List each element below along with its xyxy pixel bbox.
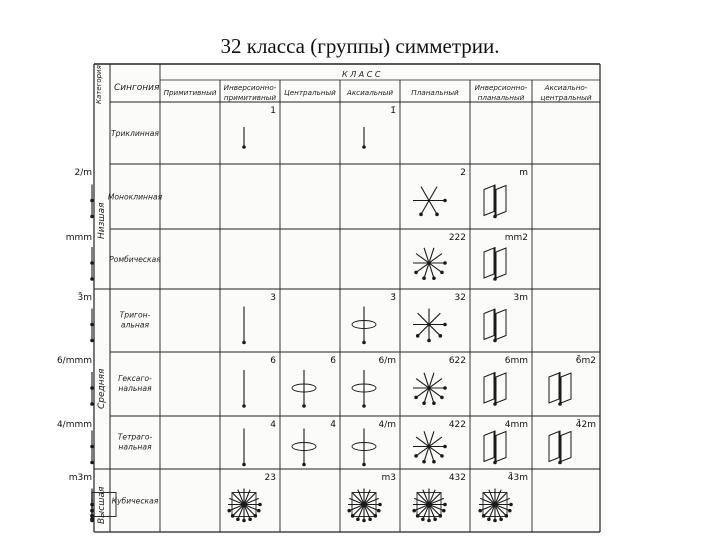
- class-symbol: 2/m: [74, 168, 92, 178]
- axis-end-mark: [90, 386, 94, 390]
- class-symbol: 4mm: [504, 420, 528, 430]
- axis-end-mark: [248, 517, 252, 521]
- symmetry-cell: [352, 356, 396, 408]
- axis-end-mark: [414, 396, 418, 400]
- slide-title: 32 класса (группы) симметрии.: [220, 34, 500, 58]
- symmetry-cell: [69, 473, 116, 522]
- class-symbol: 6̄m2: [575, 356, 596, 366]
- class-symbol: m: [519, 168, 528, 178]
- axis-end-mark: [374, 514, 378, 518]
- class-symbol: 4̄3m: [507, 473, 528, 483]
- axis-end-mark: [90, 461, 94, 465]
- class-symbol: 3: [270, 293, 276, 303]
- class-column-headers: [164, 83, 592, 102]
- class-column-label: Аксиальный: [346, 88, 394, 97]
- cat-mid: Средняя: [97, 368, 107, 409]
- axis-end-mark: [242, 341, 246, 345]
- axis-end-mark: [378, 503, 382, 507]
- axis-end-mark: [242, 145, 246, 149]
- symmetry-cell: [484, 356, 528, 406]
- axis-end-mark: [347, 509, 351, 513]
- class-column-label: Инверсионно-: [474, 83, 528, 92]
- symmetry-cell: [352, 293, 396, 344]
- axis-end-mark: [443, 445, 447, 449]
- syngony-label: Кубическая: [111, 496, 159, 506]
- axis-end-mark: [356, 517, 360, 521]
- class-symbol: 432: [448, 473, 466, 483]
- symmetry-cell: [478, 471, 528, 522]
- axis-end-mark: [432, 460, 436, 464]
- symmetry-cell: [227, 473, 276, 522]
- axis-end-mark: [362, 463, 366, 467]
- axis-end-mark: [236, 517, 240, 521]
- symmetry-cell: [549, 418, 596, 464]
- class-symbol: 2: [460, 168, 466, 178]
- symmetry-cell: [347, 473, 396, 522]
- axis-end-mark: [440, 454, 444, 458]
- axis-end-mark: [435, 213, 439, 217]
- class-symbol: mmm: [65, 233, 92, 243]
- class-symbol: mm2: [504, 233, 528, 243]
- symmetry-cell: [242, 356, 276, 408]
- axis-end-mark: [427, 339, 431, 343]
- mirror-plane: [496, 373, 506, 403]
- axis-end-mark: [432, 401, 436, 405]
- corner-label: Категория: [95, 65, 103, 104]
- axis-end-mark: [242, 519, 246, 523]
- class-symbol: 4̄2m: [575, 420, 596, 430]
- class-symbol: 4/mmm: [56, 420, 92, 430]
- axis-end-mark: [242, 463, 246, 467]
- axis-end-mark: [362, 145, 366, 149]
- symmetry-cell: [412, 473, 466, 522]
- axis-end-mark: [487, 517, 491, 521]
- symmetry-cell: [78, 291, 94, 342]
- mirror-plane: [549, 432, 559, 462]
- symmetry-cell: [242, 106, 276, 149]
- mirror-plane: [496, 248, 506, 278]
- mirror-plane: [484, 186, 494, 216]
- class-column-label: Планальный: [411, 88, 459, 97]
- class-symbol: 23: [264, 473, 276, 483]
- axis-end-mark: [433, 517, 437, 521]
- axis-end-mark: [442, 509, 446, 513]
- class-symbol: 6: [270, 356, 276, 366]
- axis-end-mark: [414, 454, 418, 458]
- class-symbol: m3: [381, 473, 396, 483]
- axis-end-mark: [493, 277, 497, 281]
- axis-end-mark: [558, 461, 562, 465]
- axis-end-mark: [482, 514, 486, 518]
- symmetry-cell: [484, 420, 528, 464]
- class-symbol: 3̄: [390, 293, 396, 303]
- mirror-plane: [561, 373, 571, 403]
- axis-end-mark: [478, 509, 482, 513]
- symmetry-cell: [413, 233, 466, 280]
- axis-end-mark: [90, 517, 94, 521]
- syngony-label: нальная: [118, 384, 152, 393]
- class-symbol: 4: [270, 420, 276, 430]
- axis-end-mark: [422, 460, 426, 464]
- axis-end-mark: [508, 509, 512, 513]
- cat-low: Низшая: [97, 202, 107, 239]
- mirror-plane: [561, 432, 571, 462]
- axis-end-mark: [90, 402, 94, 406]
- mirror-plane: [496, 432, 506, 462]
- symmetry-cell: [413, 168, 466, 216]
- mirror-plane: [496, 310, 506, 340]
- class-column-label: Центральный: [284, 88, 336, 97]
- axis-end-mark: [493, 215, 497, 219]
- axis-end-mark: [443, 503, 447, 507]
- symmetry-cell: [549, 354, 596, 405]
- axis-end-mark: [90, 215, 94, 219]
- symmetry-cell: [57, 356, 94, 406]
- symmetry-cell: [57, 420, 94, 464]
- axis-end-mark: [90, 199, 94, 203]
- axis-end-mark: [443, 199, 447, 203]
- axis-end-mark: [90, 445, 94, 449]
- axis-end-mark: [558, 402, 562, 406]
- axis-end-mark: [412, 509, 416, 513]
- axis-end-mark: [362, 341, 366, 345]
- class-symbol: 4/m: [378, 420, 396, 430]
- symmetry-cell: [66, 233, 94, 281]
- class-column-label: Аксиально-: [544, 83, 588, 92]
- axis-end-mark: [443, 261, 447, 265]
- axis-end-mark: [227, 509, 231, 513]
- axis-end-mark: [254, 514, 258, 518]
- axis-end-mark: [90, 277, 94, 281]
- axis-end-mark: [419, 213, 423, 217]
- axis-end-mark: [493, 519, 497, 523]
- class-column-label: планальный: [477, 93, 525, 102]
- class-symbol: 32: [454, 293, 466, 303]
- class-symbol: m3m: [68, 473, 92, 483]
- symmetry-cell: [352, 420, 396, 466]
- axis-end-mark: [90, 339, 94, 343]
- axis-end-mark: [362, 404, 366, 408]
- symmetry-cell: [74, 168, 93, 218]
- axis-end-mark: [443, 323, 447, 327]
- symmetry-cell: [292, 420, 336, 466]
- axis-end-mark: [421, 517, 425, 521]
- axis-end-mark: [362, 519, 366, 523]
- axis-end-mark: [257, 509, 261, 513]
- mirror-plane: [484, 432, 494, 462]
- symmetry-cell: [413, 293, 466, 342]
- class-symbol: 6̄: [330, 356, 336, 366]
- axis-end-mark: [351, 514, 355, 518]
- axis-end-mark: [440, 271, 444, 275]
- axis-end-mark: [414, 271, 418, 275]
- axis-end-mark: [432, 276, 436, 280]
- axis-end-mark: [493, 339, 497, 343]
- axis-end-mark: [302, 404, 306, 408]
- axis-end-mark: [443, 386, 447, 390]
- class-symbol: 6/mmm: [56, 356, 92, 366]
- class-symbol: 4̄: [330, 420, 336, 430]
- symmetry-cell: [484, 168, 528, 218]
- syngony-label: альная: [120, 320, 150, 330]
- class-column-label: Примитивный: [163, 88, 217, 97]
- symmetry-cell: [362, 106, 396, 149]
- syngony-label: нальная: [118, 442, 152, 452]
- syngony-label: Тригон-: [119, 310, 151, 320]
- axis-end-mark: [90, 323, 94, 327]
- axis-end-mark: [302, 463, 306, 467]
- class-symbol: 3m: [513, 293, 528, 303]
- class-symbol: 6/m: [378, 356, 396, 366]
- axis-end-mark: [422, 276, 426, 280]
- class-symbol: 6mm: [504, 356, 528, 366]
- syngony-header: Сингония: [114, 83, 160, 93]
- axis-end-mark: [427, 519, 431, 523]
- axis-end-mark: [416, 334, 420, 338]
- axis-end-mark: [368, 517, 372, 521]
- axis-end-mark: [416, 514, 420, 518]
- class-symbol: 622: [448, 356, 466, 366]
- mirror-plane: [484, 310, 494, 340]
- class-column-label: центральный: [540, 93, 592, 102]
- symmetry-cell: [413, 356, 466, 405]
- class-symbol: 222: [448, 233, 466, 243]
- class-symbol: 1: [270, 106, 276, 116]
- syngony-label: Тетраго-: [117, 432, 153, 442]
- table-scan-drawing: [56, 64, 606, 534]
- symmetry-cell: [292, 356, 336, 408]
- symmetry-cell: [484, 293, 528, 342]
- symmetry-cell: [413, 420, 466, 464]
- class-header: К Л А С С: [342, 70, 381, 79]
- axis-end-mark: [439, 334, 443, 338]
- symmetry-cell: [242, 420, 276, 466]
- syngony-label: Моноклинная: [107, 192, 163, 202]
- axis-end-mark: [242, 404, 246, 408]
- mirror-plane: [484, 373, 494, 403]
- mirror-plane: [549, 373, 559, 403]
- axis-end-mark: [493, 461, 497, 465]
- syngony-label: Гексаго-: [118, 374, 152, 383]
- syngony-label: Триклинная: [111, 129, 159, 138]
- axis-end-mark: [505, 514, 509, 518]
- cat-high: Высшая: [97, 486, 107, 524]
- axis-end-mark: [377, 509, 381, 513]
- class-symbol: 3̄m: [77, 293, 92, 303]
- class-symbol: 422: [448, 420, 466, 430]
- axis-end-mark: [231, 514, 235, 518]
- axis-end-mark: [440, 396, 444, 400]
- syngony-rows: [108, 129, 163, 506]
- class-symbol: 1̄: [390, 106, 396, 116]
- axis-end-mark: [509, 503, 513, 507]
- syngony-label: Ромбическая: [109, 255, 161, 264]
- class-column-label: примитивный: [223, 93, 277, 102]
- axis-end-mark: [439, 514, 443, 518]
- mirror-plane: [484, 248, 494, 278]
- symmetry-cell: [484, 233, 528, 281]
- axis-end-mark: [422, 401, 426, 405]
- axis-end-mark: [499, 517, 503, 521]
- symmetry-cell: [242, 293, 276, 344]
- axis-end-mark: [90, 261, 94, 265]
- axis-end-mark: [493, 402, 497, 406]
- axis-end-mark: [258, 503, 262, 507]
- class-column-label: Инверсионно-: [223, 83, 277, 92]
- mirror-plane: [496, 186, 506, 216]
- symmetry-classes-table: [56, 64, 606, 534]
